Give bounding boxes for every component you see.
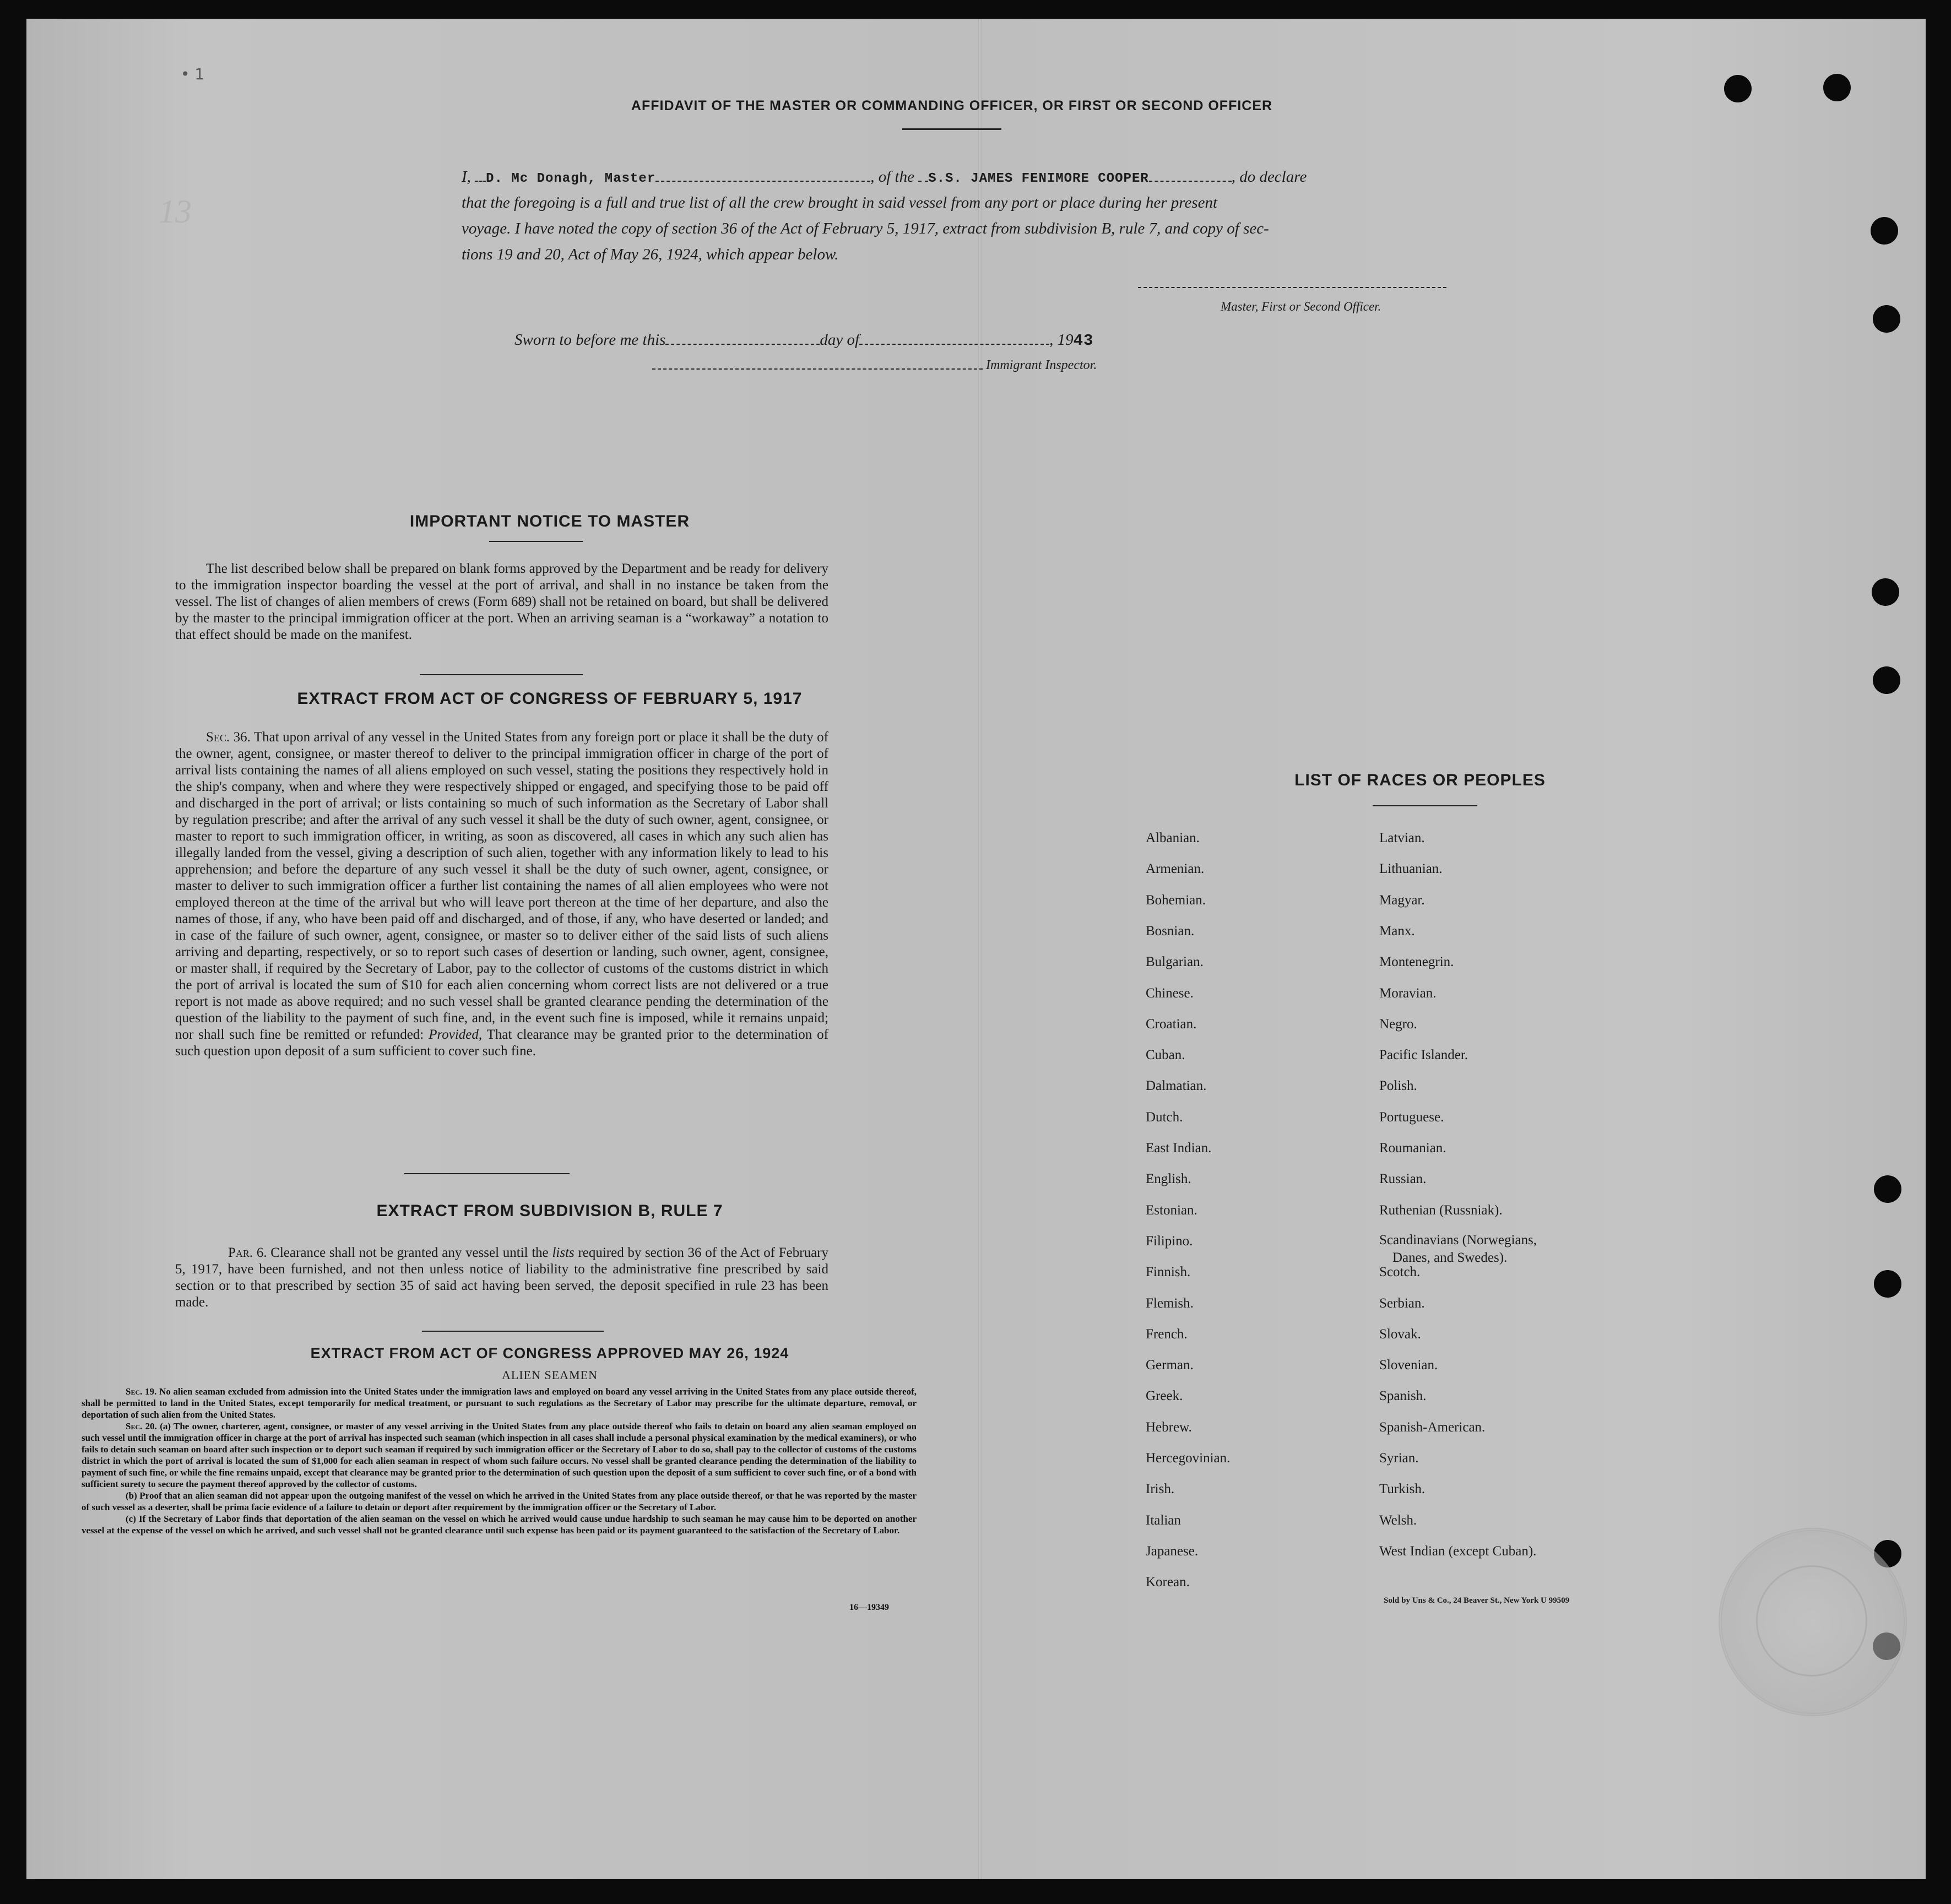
race-item: East Indian. (1146, 1141, 1212, 1156)
corner-mark: • 1 (181, 65, 205, 83)
sec-36-text-end: That clearance may be granted prior to the determination of such question upon deposit of a sum sufficient to cover such fine. (175, 1027, 829, 1059)
race-item: Roumanian. (1379, 1141, 1446, 1156)
printer-credit: Sold by Uns & Co., 24 Beaver St., New York U 99509 (1384, 1596, 1570, 1605)
race-item: Russian. (1379, 1171, 1427, 1186)
document-page (26, 19, 1926, 1879)
race-item: Montenegrin. (1379, 954, 1454, 969)
affidavit-line-3: voyage. I have noted the copy of section 36 of the Act of February 5, 1917, extract from subdivision B, rule 7, and copy of sec- (462, 220, 1269, 237)
race-item: Albanian. (1146, 831, 1200, 845)
affidavit-line-1 (462, 164, 1508, 192)
race-item: Syrian. (1379, 1451, 1419, 1466)
affidavit-line-4: tions 19 and 20, Act of May 26, 1924, which appear below. (462, 246, 839, 263)
race-item: Flemish. (1146, 1296, 1194, 1311)
race-item: Lithuanian. (1379, 861, 1443, 876)
race-item: Finnish. (1146, 1265, 1191, 1279)
race-item: Turkish. (1379, 1482, 1426, 1496)
race-item: Armenian. (1146, 861, 1205, 876)
notice-title: IMPORTANT NOTICE TO MASTER (409, 512, 690, 530)
sec-20b-text: (b) Proof that an alien seaman did not appear upon the outgoing manifest of the vessel on which he arrived in the United States from any place outside thereof, or that he was reported by the master of such vessel as a deserter, shall be prima facie evidence of a failure to detain or deport after requirement by the immigration officer or the Secretary of Labor. (82, 1490, 917, 1512)
affidavit-title: AFFIDAVIT OF THE MASTER OR COMMANDING OFFICER, OR FIRST OR SECOND OFFICER (631, 98, 1273, 113)
affidavit-line-2: that the foregoing is a full and true list of all the crew brought in said vessel from any port or place during her present (462, 194, 1218, 211)
inspector-signature-line (652, 368, 983, 370)
race-item: Estonian. (1146, 1203, 1197, 1218)
sec-36-text: That upon arrival of any vessel in the United States from any foreign port or place it shall be the duty of the owner, agent, consignee, or master thereof to deliver to the principal immigration officer in charge of the port of arrival lists containing the names of all aliens employed on such vessel, stating the positions they respectively hold in the ship's company, when and where they were respectively shipped or engaged, and specifying those to be paid off and discharged in the port of arrival; or lists containing so much of such information as the Secretary of Labor shall by regulation prescribe; and after the arrival of any such vessel it shall be the duty of such owner, agent, consignee, or master to report to such immigration officer, in writing, as soon as discovered, all cases in which any such alien has illegally landed from the vessel, giving a description of such alien, together with any information likely to lead to his apprehension; and before the departure of any such vessel it shall be the duty of such owner, agent, consignee, or master to deliver to such immigration officer a further list containing the names of all alien employees who were not employed thereon at the time of the arrival but who will leave port thereon at the time of her departure, and also the names of those, if any, who have been paid off and discharged, and of those, if any, who have deserted or landed; and in case of the failure of such owner, agent, consignee, or master so to deliver either of the said lists of such aliens arriving and departing, respectively, or so to report such cases of desertion or landing, such owner, agent, consignee, or master shall, if required by the Secretary of Labor, pay to the collector of customs of the customs district in which the port of arrival is located the sum of $10 for each alien concerning whom correct lists are not delivered or a true report is not made as above required; and no such vessel shall be granted clearance pending the determination of the question of the liability to the payment of such fine, and, in the event such fine is imposed, while it remains unpaid; nor shall such fine be remitted or refunded: (175, 730, 828, 1042)
punch-hole (1724, 75, 1752, 102)
page-fold (978, 19, 982, 1879)
year-suffix: 43 (1073, 332, 1094, 350)
punch-hole (1823, 74, 1851, 101)
seal-eagle-emblem (1756, 1565, 1867, 1677)
sec-20a-text: (a) The owner, charterer, agent, consignee, or master of any vessel arriving in the United States from any place outside thereof who fails to detain on board any alien seaman employed on such vessel until the immigration officer in charge at the port of arrival has inspected such seaman (which inspection in all cases shall include a personal physical examination by the medical examiners), or who fails to detain such seaman on board after such inspection or to deport such seaman if required by such immigration officer or the Secretary of Labor to do so, shall pay to the collector of customs of the customs district in which the port of arrival is located the sum of $1,000 for each alien seaman in respect of whom such failure occurs. No vessel shall be granted clearance pending the determination of the liability to payment of such fine, or while the fine remains unpaid, except that clearance may be granted prior to the determination of such question upon the deposit of a sum sufficient to cover such fine, or of a bond with sufficient surety to secure the payment thereof approved by the collector of customs. (82, 1421, 917, 1489)
race-item: Spanish-American. (1379, 1420, 1486, 1435)
extract-1917-title: EXTRACT FROM ACT OF CONGRESS OF FEBRUARY 5, 1917 (297, 690, 803, 708)
punch-hole (1872, 578, 1899, 606)
race-item: Dutch. (1146, 1110, 1183, 1125)
races-rule (1373, 805, 1477, 806)
race-item: West Indian (except Cuban). (1379, 1544, 1537, 1559)
punch-hole (1871, 217, 1898, 245)
race-item: Irish. (1146, 1482, 1175, 1496)
sec-19-label: Sec. 19. (126, 1386, 157, 1397)
race-item: Manx. (1379, 924, 1415, 939)
race-item: French. (1146, 1327, 1188, 1342)
divider (422, 1331, 604, 1332)
race-item: Magyar. (1379, 893, 1425, 908)
notice-rule (489, 541, 583, 542)
sworn-text: Sworn to before me this (514, 331, 666, 349)
race-item: Serbian. (1379, 1296, 1425, 1311)
extract-1917-body (175, 729, 828, 1060)
par-6-text-end: required by section 36 of the Act of February 5, 1917, have been furnished, and not then unless notice of liability to the administrative fine prescribed by said section or to that prescribed by section 35 of said act having been served, the deposit specified in rule 23 has been made. (175, 1245, 829, 1310)
race-item: German. (1146, 1358, 1194, 1373)
race-item: Negro. (1379, 1017, 1417, 1032)
race-item: Cuban. (1146, 1048, 1185, 1062)
alien-seamen-subtitle: ALIEN SEAMEN (502, 1368, 598, 1382)
par-6-label: Par. 6. (228, 1245, 267, 1260)
race-item: Dalmatian. (1146, 1078, 1207, 1093)
race-item: Welsh. (1379, 1513, 1417, 1528)
punch-hole (1874, 1270, 1901, 1298)
embossed-seal (1719, 1528, 1907, 1716)
of-the-text: , of the (870, 168, 914, 186)
divider (404, 1173, 570, 1174)
punch-hole (1873, 305, 1900, 333)
race-item: Bulgarian. (1146, 954, 1204, 969)
race-item: Bosnian. (1146, 924, 1195, 939)
race-item: Hebrew. (1146, 1420, 1192, 1435)
race-item: Portuguese. (1379, 1110, 1444, 1125)
race-item: Moravian. (1379, 986, 1437, 1001)
race-item: Korean. (1146, 1575, 1190, 1590)
race-item: Croatian. (1146, 1017, 1197, 1032)
sec-19-text: No alien seaman excluded from admission into the United States under the immigration laws and employed on board any vessel arriving in the United States from any place outside thereof, shall be permitted to land in the United States, except temporarily for medical treatment, or pursuant to such regulations as the Secretary of Labor may prescribe for the ultimate departure, removal, or deportation of such alien from the United States. (82, 1386, 917, 1420)
race-item: Scandinavians (Norwegians, (1379, 1233, 1537, 1247)
form-number: 16—19349 (849, 1603, 889, 1612)
extract-1924-body (82, 1386, 917, 1536)
race-item: Scotch. (1379, 1265, 1421, 1279)
affidavit-i: I, (462, 168, 471, 186)
race-item: Ruthenian (Russniak). (1379, 1203, 1503, 1218)
signature-caption: Master, First or Second Officer. (1221, 300, 1381, 313)
ghost-page-number: 13 (159, 193, 192, 230)
race-item: Chinese. (1146, 986, 1194, 1001)
race-item: Spanish. (1379, 1388, 1427, 1403)
race-item: Filipino. (1146, 1234, 1193, 1249)
race-item: Japanese. (1146, 1544, 1199, 1559)
punch-hole (1874, 1175, 1901, 1203)
race-item: Danes, and Swedes). (1392, 1250, 1508, 1265)
notice-body: The list described below shall be prepared on blank forms approved by the Department and be ready for delivery to the immigration inspector boarding the vessel at the port of arrival, and shall in no instance be taken from the vessel. The list of changes of alien members of crews (Form 689) shall not be retained on board, but shall be delivered by the master to the principal immigration officer at the port. When an arriving seaman is a “workaway” a notation to that effect should be made on the manifest. (175, 561, 828, 642)
race-item: Italian (1146, 1513, 1181, 1528)
inspector-caption: Immigrant Inspector. (986, 358, 1097, 372)
race-item: Bohemian. (1146, 893, 1206, 908)
signature-line (1138, 286, 1446, 288)
race-item: English. (1146, 1171, 1191, 1186)
extract-1924-title: EXTRACT FROM ACT OF CONGRESS APPROVED MAY 26, 1924 (310, 1345, 789, 1361)
extract-rule7-body (175, 1245, 828, 1311)
vessel-name: S.S. JAMES FENIMORE COOPER (928, 171, 1149, 186)
do-declare-text: , do declare (1231, 168, 1307, 186)
year-prefix: , 19 (1049, 331, 1074, 349)
sec-36-label: Sec. 36. (206, 730, 251, 745)
par-6-text: Clearance shall not be granted any vessel until the (270, 1245, 549, 1260)
sec-20c-text: (c) If the Secretary of Labor finds that deportation of the alien seaman on the vessel on which he arrived would cause undue hardship to such seaman he may cause him to be deported on another vessel at the expense of the vessel on which he arrived, and such vessel shall not be granted clearance until such expense has been paid or its payment guaranteed to the satisfaction of the Secretary of Labor. (82, 1514, 917, 1536)
sec-20-label: Sec. 20. (126, 1421, 157, 1431)
extract-rule7-title: EXTRACT FROM SUBDIVISION B, RULE 7 (376, 1202, 723, 1220)
punch-hole (1873, 666, 1900, 694)
provided-word: Provided, (429, 1027, 483, 1042)
race-item: Pacific Islander. (1379, 1048, 1468, 1062)
divider (420, 674, 583, 675)
title-rule (902, 128, 1001, 130)
race-item: Slovak. (1379, 1327, 1421, 1342)
master-name: D. Mc Donagh, Master (486, 171, 656, 186)
races-title: LIST OF RACES OR PEOPLES (1294, 771, 1546, 789)
race-item: Slovenian. (1379, 1358, 1438, 1373)
race-item: Polish. (1379, 1078, 1417, 1093)
race-item: Latvian. (1379, 831, 1425, 845)
race-item: Greek. (1146, 1388, 1183, 1403)
lists-word: lists (552, 1245, 575, 1260)
day-of-text: day of (820, 331, 860, 349)
sworn-line (514, 327, 1093, 354)
race-item: Hercegovinian. (1146, 1451, 1231, 1466)
